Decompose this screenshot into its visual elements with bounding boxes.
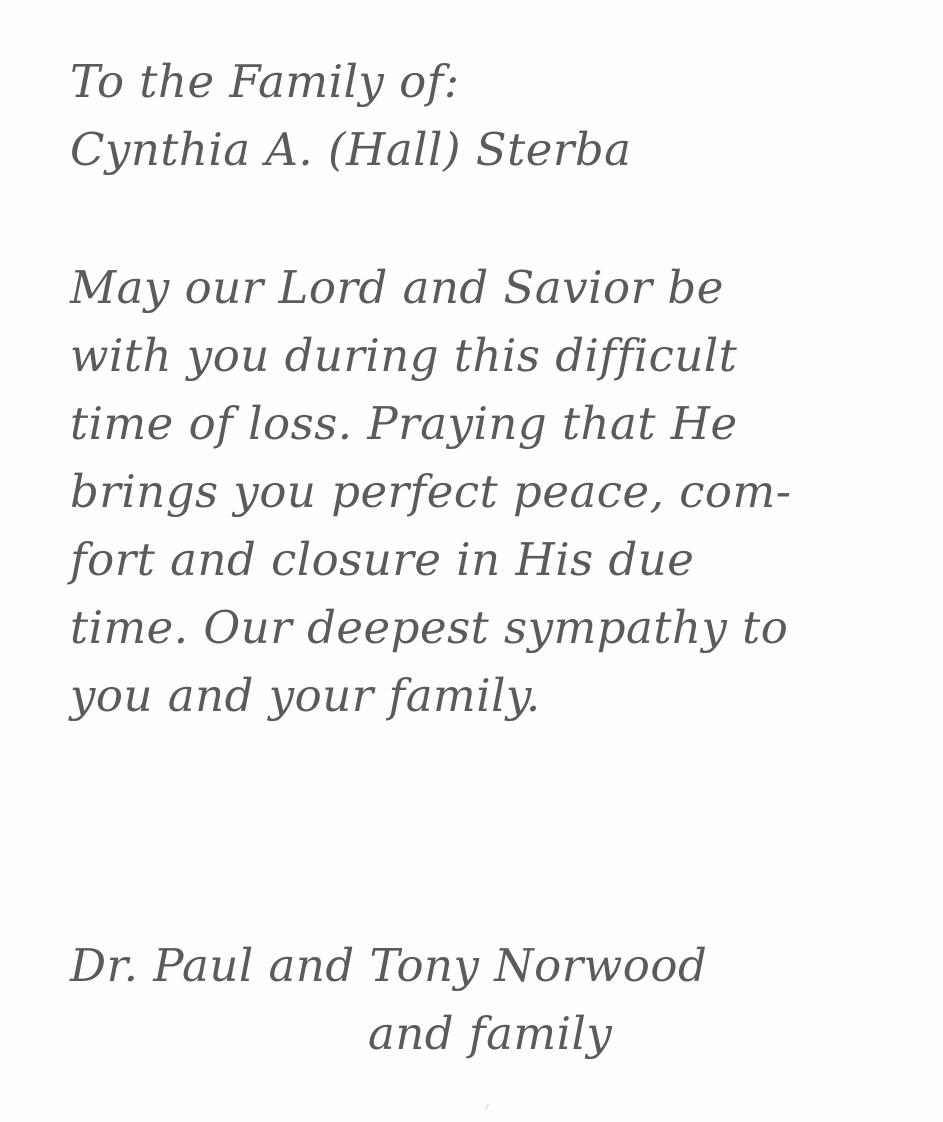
message-line-2: with you during this difficult — [70, 329, 738, 382]
message-line-3: time of loss. Praying that He — [70, 397, 738, 450]
message-line-4: brings you perfect peace, com- — [70, 465, 792, 518]
message-line-5: fort and closure in His due — [70, 533, 695, 586]
message-line-7: you and your family. — [70, 669, 541, 722]
message-line-6: time. Our deepest sympathy to — [70, 601, 789, 654]
scan-speck-decoration — [485, 1104, 490, 1110]
heading-deceased-name: Cynthia A. (Hall) Sterba — [70, 123, 632, 176]
signature-and-family: and family — [368, 1007, 613, 1060]
heading-addressee-label: To the Family of: — [70, 55, 460, 108]
signature-names: Dr. Paul and Tony Norwood — [70, 939, 708, 992]
message-line-1: May our Lord and Savior be — [70, 261, 724, 314]
